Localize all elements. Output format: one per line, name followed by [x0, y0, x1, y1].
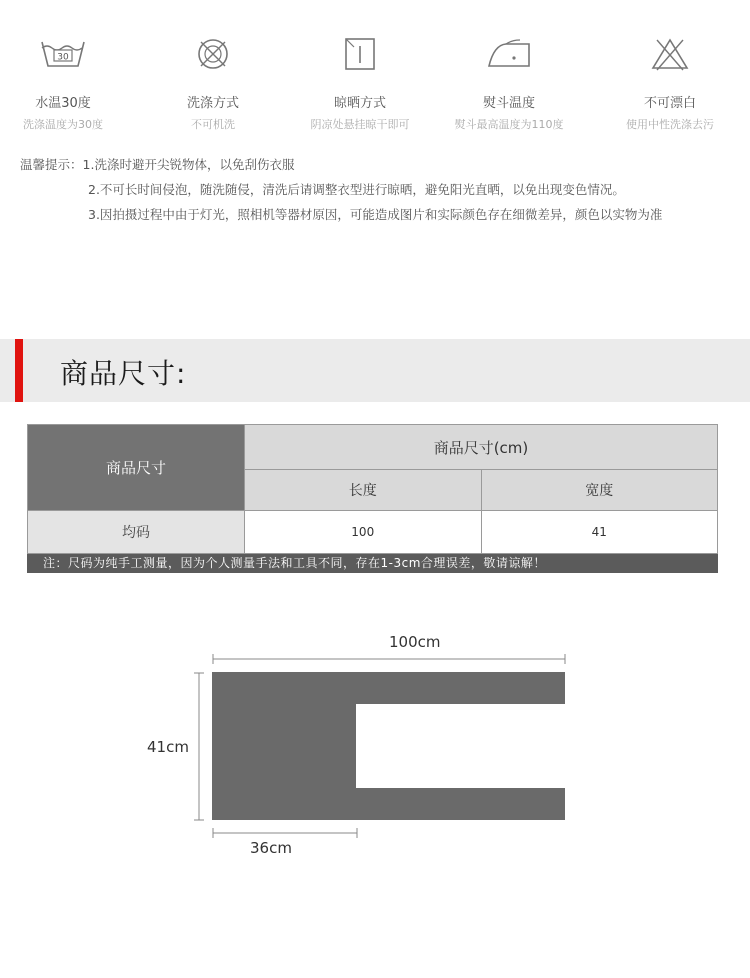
measurement-note [27, 554, 718, 573]
care-item-wash-method [138, 36, 288, 132]
table-row [28, 511, 718, 554]
care-title: 不可漂白 [643, 96, 696, 111]
column-header-width: 宽度 [481, 470, 718, 511]
section-title: 商品尺寸: [60, 357, 187, 390]
width-dimension-line [194, 673, 204, 820]
care-desc: 使用中性洗涤去污 [626, 118, 714, 131]
care-item-bleach [595, 36, 745, 132]
tip-line-2 [20, 177, 662, 202]
inner-dimension-line [213, 828, 357, 838]
care-desc: 熨斗最高温度为110度 [454, 118, 564, 131]
accent-bar [15, 339, 23, 402]
tips-prefix: 温馨提示： [20, 157, 83, 172]
column-header-length: 长度 [245, 470, 482, 511]
tip-text: 1.洗涤时避开尖锐物体，以免刮伤衣服 [82, 157, 295, 172]
care-title: 晾晒方式 [333, 96, 386, 111]
line-dry-icon [335, 36, 385, 72]
care-title: 熨斗温度 [482, 96, 535, 111]
care-desc: 阴凉处悬挂晾干即可 [310, 118, 410, 131]
tip-line-1 [20, 152, 662, 177]
no-machine-wash-icon [188, 36, 238, 72]
note-text: 注：尺码为纯手工测量，因为个人测量手法和工具不同，存在1-3cm合理误差，敬请谅解！ [43, 556, 546, 570]
row-header: 商品尺寸 [28, 425, 245, 511]
wash-temp-value: 30 [57, 52, 69, 63]
care-item-wash-temp [0, 36, 138, 132]
length-dimension-line [213, 654, 565, 664]
group-header: 商品尺寸(cm) [245, 425, 718, 470]
care-item-ironing [434, 36, 584, 132]
care-instructions [0, 36, 750, 136]
wash-30-icon [38, 36, 88, 72]
iron-icon [484, 36, 534, 72]
care-desc: 洗涤温度为30度 [23, 118, 103, 131]
width-value: 41 [481, 511, 718, 554]
length-dimension-label: 100cm [389, 633, 441, 651]
section-header [0, 339, 750, 402]
care-item-drying [285, 36, 435, 132]
no-bleach-icon [645, 36, 695, 72]
tip-line-3 [20, 202, 662, 227]
inner-dimension-label: 36cm [250, 839, 292, 857]
width-dimension-label: 41cm [147, 738, 189, 756]
garment-shape [212, 672, 565, 820]
size-table [27, 424, 718, 554]
care-title: 水温30度 [35, 96, 91, 111]
care-desc: 不可机洗 [191, 118, 235, 131]
care-tips [20, 152, 662, 227]
size-diagram [0, 620, 750, 880]
care-title: 洗涤方式 [186, 96, 239, 111]
tip-text: 3.因拍摄过程中由于灯光，照相机等器材原因，可能造成图片和实际颜色存在细微差异，颜色以实物为准 [88, 207, 663, 222]
tip-text: 2.不可长时间侵泡，随洗随侵，清洗后请调整衣型进行晾晒，避免阳光直晒，以免出现变色情况。 [88, 182, 625, 197]
size-label: 均码 [28, 511, 245, 554]
length-value: 100 [245, 511, 482, 554]
